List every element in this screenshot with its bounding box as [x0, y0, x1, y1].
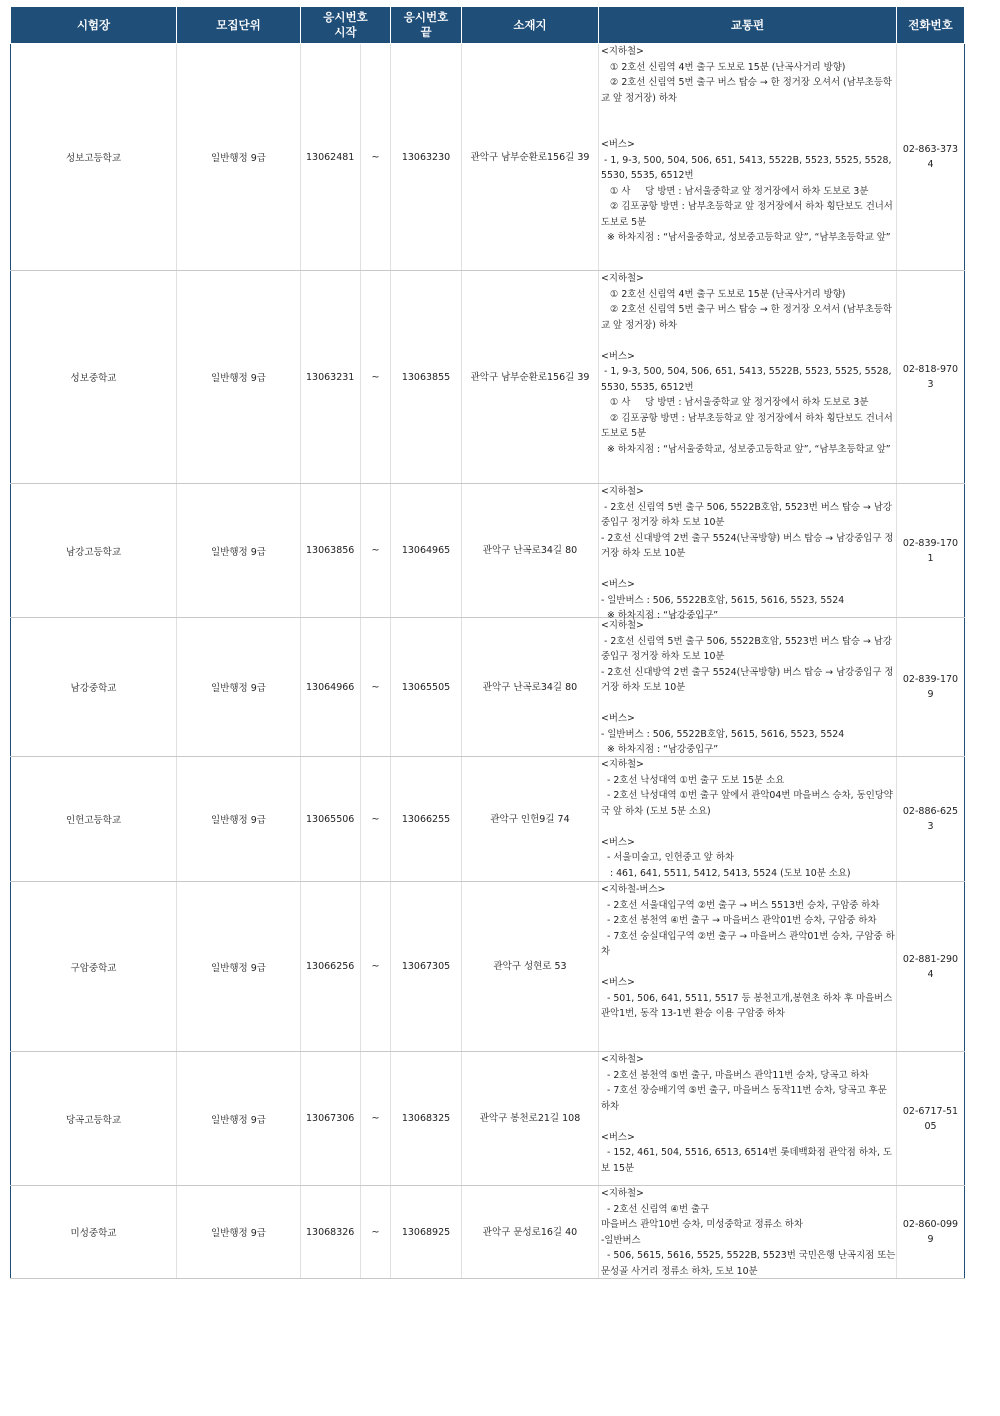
cell-no-end: 13066255	[391, 757, 462, 882]
cell-venue: 성보고등학교	[11, 44, 177, 271]
cell-no-start: 13063231	[301, 271, 361, 484]
cell-no-start: 13062481	[301, 44, 361, 271]
cell-phone	[897, 882, 965, 1052]
cell-venue: 남강고등학교	[11, 484, 177, 618]
transport-text: <지하철> - 2호선 낙성대역 ①번 출구 도보 15분 소요 - 2호선 낙성대역 ①번 출구 앞에서 관악04번 마을버스 승차, 동인당약국 앞 하차 (도보 5분 소요) <버스> - 서울미술고, 인헌중고 앞 하차 : 461, 641, 5511, 5412, 5413, 5524 (도보 10분 소요)	[601, 759, 893, 879]
cell-unit: 일반행정 9급	[177, 618, 301, 757]
transport-text: <지하철> - 2호선 신림역 ④번 출구 마을버스 관악10번 승차, 미성중학교 정류소 하차 -일반버스 - 506, 5615, 5616, 5525, 5522B, 5523번 국민은행 난곡지점 또는 문성골 사거리 정류소 하차, 도보 10분	[601, 1188, 896, 1277]
address-text: 관악구 난곡로34길 80	[482, 681, 578, 693]
cell-separator: ~	[361, 484, 391, 618]
phone-text: 02-839-1701	[902, 537, 959, 564]
cell-unit: 일반행정 9급	[177, 484, 301, 618]
cell-phone	[897, 484, 965, 618]
cell-transport	[599, 44, 897, 271]
cell-separator: ~	[361, 757, 391, 882]
table-row	[11, 44, 965, 271]
table-body	[11, 44, 965, 1279]
cell-no-end: 13064965	[391, 484, 462, 618]
address-text: 관악구 인헌9길 74	[490, 813, 570, 825]
phone-text: 02-860-0999	[902, 1219, 959, 1245]
cell-transport	[599, 1052, 897, 1186]
table-row	[11, 484, 965, 618]
cell-separator: ~	[361, 44, 391, 271]
transport-text: <지하철> ① 2호선 신림역 4번 출구 도보로 15분 (난곡사거리 방향) ② 2호선 신림역 5번 출구 버스 탑승 → 한 정거장 오셔서 (남부초등학교 앞 정거장) 하차 <버스> - 1, 9-3, 500, 504, 506, 651, 5413, 5522B, 5523, 5525, 5528, 5530, 5535, 6512번 ① 사 당 방면 : 남서울중학교 앞 정거장에서 하차 도보로 3분 ② 김포공항 방면 : 남부초등학교 앞 정거장에서 하차 횡단보도 건너서 도보로 5분 ※ 하차지점 : “남서울중학교, 성보중고등학교 앞”, “남부초등학교 앞”	[601, 46, 893, 243]
header-row	[11, 7, 965, 44]
cell-no-start: 13065506	[301, 757, 361, 882]
cell-phone	[897, 1186, 965, 1279]
cell-address	[462, 271, 599, 484]
cell-venue: 남강중학교	[11, 618, 177, 757]
table-row	[11, 882, 965, 1052]
cell-venue: 당곡고등학교	[11, 1052, 177, 1186]
phone-text: 02-863-3734	[902, 144, 959, 170]
table-row	[11, 1186, 965, 1279]
address-text: 관악구 남부순환로156길 39	[470, 151, 590, 163]
cell-unit: 일반행정 9급	[177, 44, 301, 271]
header-venue: 시험장	[11, 7, 177, 44]
cell-address	[462, 1186, 599, 1279]
cell-venue: 성보중학교	[11, 271, 177, 484]
cell-unit: 일반행정 9급	[177, 271, 301, 484]
cell-separator: ~	[361, 618, 391, 757]
cell-unit: 일반행정 9급	[177, 757, 301, 882]
cell-no-start: 13064966	[301, 618, 361, 757]
cell-address	[462, 1052, 599, 1186]
cell-transport	[599, 882, 897, 1052]
header-no-start	[301, 7, 391, 44]
header-phone: 전화번호	[897, 7, 965, 44]
cell-no-end: 13065505	[391, 618, 462, 757]
phone-text: 02-886-6253	[902, 806, 959, 832]
cell-phone	[897, 271, 965, 484]
table-row	[11, 271, 965, 484]
cell-venue: 구암중학교	[11, 882, 177, 1052]
transport-text: <지하철> - 2호선 신림역 5번 출구 506, 5522B호암, 5523번 버스 탑승 → 남강중입구 정거장 하차 도보 10분 - 2호선 신대방역 2번 출구 5524(난곡방향) 버스 탑승 → 남강중입구 정거장 하차 도보 10분 <버스> - 일반버스 : 506, 5522B호암, 5615, 5616, 5523, 5524 ※ 하차지점 : “남강중입구”	[601, 620, 894, 755]
header-address: 소재지	[462, 7, 599, 44]
cell-no-end: 13063855	[391, 271, 462, 484]
cell-transport	[599, 484, 897, 621]
cell-transport	[599, 1186, 897, 1279]
cell-unit: 일반행정 9급	[177, 1052, 301, 1186]
cell-address	[462, 618, 599, 757]
address-text: 관악구 성현로 53	[493, 961, 567, 972]
header-no-end-label: 응시번호 끝	[403, 10, 449, 39]
exam-venue-table	[10, 6, 965, 1279]
phone-text: 02-839-1709	[902, 674, 959, 700]
cell-phone	[897, 757, 965, 882]
header-no-start-label: 응시번호 시작	[323, 10, 368, 39]
cell-address	[462, 757, 599, 882]
address-text: 관악구 봉천로21길 108	[479, 1113, 581, 1124]
table-row	[11, 618, 965, 757]
cell-separator: ~	[361, 882, 391, 1052]
cell-address	[462, 44, 599, 271]
cell-transport	[599, 757, 897, 882]
cell-separator: ~	[361, 1052, 391, 1186]
cell-no-start: 13068326	[301, 1186, 361, 1279]
cell-unit: 일반행정 9급	[177, 882, 301, 1052]
cell-venue: 미성중학교	[11, 1186, 177, 1279]
transport-text: <지하철> - 2호선 봉천역 ⑤번 출구, 마을버스 관악11번 승차, 당곡고 하차 - 7호선 장승배기역 ⑤번 출구, 마을버스 동작11번 승차, 당곡고 후문 하차 <버스> - 152, 461, 504, 5516, 6513, 6514번 롯데백화점 관악점 하차, 도보 15분	[601, 1054, 892, 1174]
cell-separator: ~	[361, 1186, 391, 1279]
transport-text: <지하철> - 2호선 신림역 5번 출구 506, 5522B호암, 5523번 버스 탑승 → 남강중입구 정거장 하차 도보 10분 - 2호선 신대방역 2번 출구 5524(난곡방향) 버스 탑승 → 남강중입구 정거장 하차 도보 10분 <버스> - 일반버스 : 506, 5522B호암, 5615, 5616, 5523, 5524 ※ 하차지점 : “남강중입구”	[601, 486, 894, 621]
header-no-end	[391, 7, 462, 44]
header-unit: 모집단위	[177, 7, 301, 44]
address-text: 관악구 난곡로34길 80	[482, 545, 578, 556]
cell-phone	[897, 1052, 965, 1186]
cell-phone	[897, 618, 965, 757]
cell-no-start: 13063856	[301, 484, 361, 618]
cell-address	[462, 882, 599, 1052]
cell-no-start: 13067306	[301, 1052, 361, 1186]
transport-text: <지하철> ① 2호선 신림역 4번 출구 도보로 15분 (난곡사거리 방향) ② 2호선 신림역 5번 출구 버스 탑승 → 한 정거장 오셔서 (남부초등학교 앞 정거장) 하차 <버스> - 1, 9-3, 500, 504, 506, 651, 5413, 5522B, 5523, 5525, 5528, 5530, 5535, 6512번 ① 사 당 방면 : 남서울중학교 앞 정거장에서 하차 도보로 3분 ② 김포공항 방면 : 남부초등학교 앞 정거장에서 하차 횡단보도 건너서 도보로 5분 ※ 하차지점 : “남서울중학교, 성보중고등학교 앞”, “남부초등학교 앞”	[601, 273, 893, 455]
cell-transport	[599, 271, 897, 484]
phone-text: 02-818-9703	[902, 364, 959, 390]
transport-text: <지하철-버스> - 2호선 서울대입구역 ②번 출구 → 버스 5513번 승차, 구암중 하차 - 2호선 봉천역 ④번 출구 → 마을버스 관악01번 승차, 구암중 하차 - 7호선 숭실대입구역 ②번 출구 → 마을버스 관악01번 승차, 구암중 하차 <버스> - 501, 506, 641, 5511, 5517 등 봉천고개,봉현초 하차 후 마을버스 관악1번, 동작 13-1번 환승 이용 구암중 하차	[601, 884, 895, 1019]
header-transport: 교통편	[599, 7, 897, 44]
address-text: 관악구 남부순환로156길 39	[470, 371, 590, 383]
cell-venue: 인헌고등학교	[11, 757, 177, 882]
address-text: 관악구 문성로16길 40	[482, 1226, 578, 1238]
cell-transport	[599, 618, 897, 757]
table-row	[11, 1052, 965, 1186]
cell-separator: ~	[361, 271, 391, 484]
cell-no-end: 13067305	[391, 882, 462, 1052]
cell-no-end: 13063230	[391, 44, 462, 271]
phone-text: 02-881-2904	[902, 953, 959, 980]
phone-text: 02-6717-5105	[902, 1105, 959, 1132]
cell-no-start: 13066256	[301, 882, 361, 1052]
cell-no-end: 13068925	[391, 1186, 462, 1279]
cell-address	[462, 484, 599, 618]
cell-phone	[897, 44, 965, 271]
cell-unit: 일반행정 9급	[177, 1186, 301, 1279]
table-row	[11, 757, 965, 882]
cell-no-end: 13068325	[391, 1052, 462, 1186]
